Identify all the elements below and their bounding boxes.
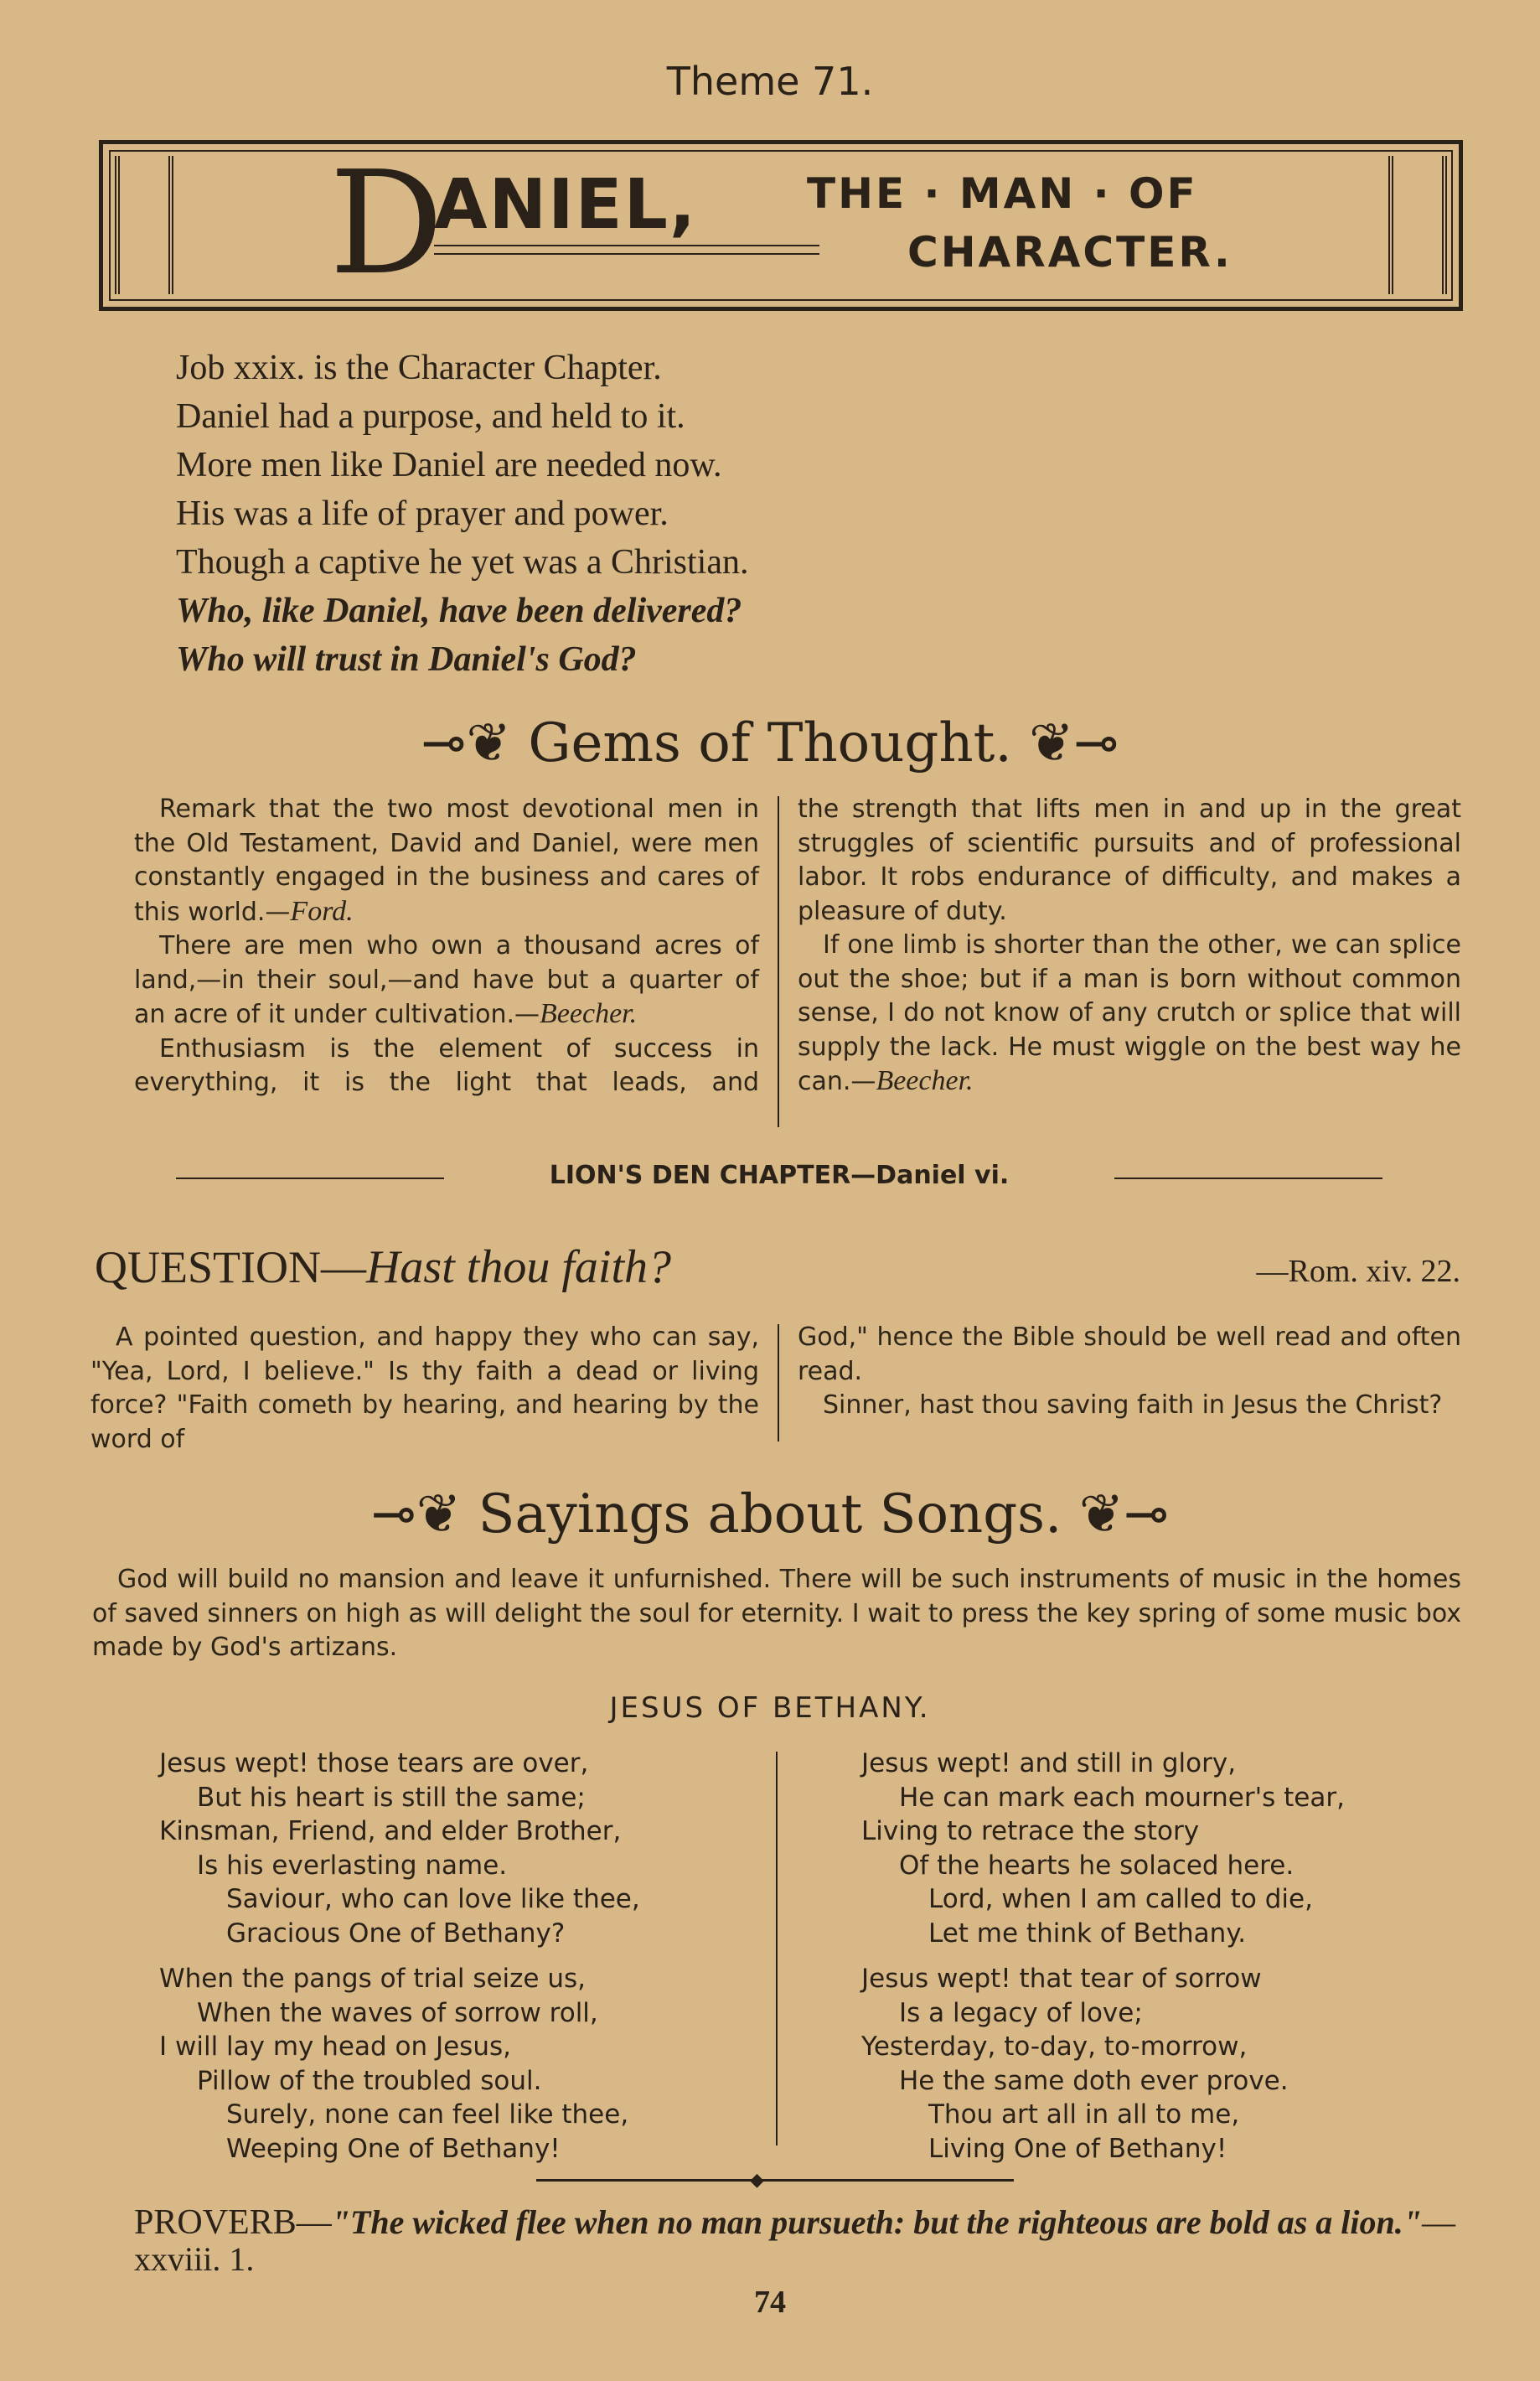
- gems-right-column: [798, 793, 1461, 1100]
- songs-heading: ⊸❦ Sayings about Songs. ❦⊸: [371, 1483, 1169, 1545]
- poem-left-column: [159, 1747, 640, 2166]
- intro-line: Daniel had a purpose, and held to it.: [176, 397, 685, 436]
- poem-line: Is his everlasting name.: [197, 1850, 508, 1881]
- lion-den-chapter: LION'S DEN CHAPTER—Daniel vi.: [549, 1161, 1010, 1190]
- poem-line: Living One of Bethany!: [928, 2133, 1227, 2164]
- gems-left-column: [134, 793, 759, 1100]
- ornamental-rule: [536, 2179, 1014, 2182]
- title-initial: D: [329, 141, 444, 307]
- songs-text: God will build no mansion and leave it unfurnished. There will be such instruments of music in the homes of saved sinners on high as will delight the soul for eternity. I wait to press the key spring of some music box made by God's artizans.: [92, 1565, 1461, 1662]
- question-reference: —Rom. xiv. 22.: [1256, 1254, 1460, 1289]
- question-left-column: [90, 1321, 759, 1457]
- question-body: God," hence the Bible should be well read and often read.: [798, 1322, 1461, 1386]
- lion-den-divider: [176, 1161, 1382, 1194]
- poem-line: He the same doth ever prove.: [899, 2065, 1289, 2096]
- songs-heading-text: Sayings about Songs.: [478, 1483, 1062, 1545]
- question-heading: [95, 1240, 671, 1294]
- poem-line: Saviour, who can love like thee,: [226, 1884, 640, 1914]
- gem-author: Beecher.: [876, 1065, 974, 1096]
- gem-text: Enthusiasm is the element of success in everything, it is the light that leads, and: [134, 1033, 759, 1097]
- gems-heading-text: Gems of Thought.: [528, 712, 1012, 774]
- diamond-ornament-icon: ◆: [750, 2169, 764, 2190]
- question-body: Sinner, hast thou saving faith in Jesus the Christ?: [823, 1390, 1443, 1420]
- poem-right-column: [861, 1747, 1345, 2166]
- intro-line: Who will trust in Daniel's God?: [176, 640, 637, 679]
- poem-line: Thou art all in all to me,: [928, 2099, 1240, 2130]
- column-divider: [778, 796, 779, 1127]
- question-body: A pointed question, and happy they who can say, "Yea, Lord, I believe." Is thy faith a dead or living force? "Faith cometh by hearing, and hearing by the word of: [90, 1322, 759, 1454]
- gem-text: There are men who own a thousand acres of land,—in their soul,—and have but a quarter of an acre of it under cultivation.—: [134, 931, 759, 1029]
- intro-line: Job xxix. is the Character Chapter.: [176, 349, 662, 387]
- title-banner: [99, 140, 1463, 311]
- poem-line: Kinsman, Friend, and elder Brother,: [159, 1816, 622, 1846]
- gem-author: Beecher.: [540, 998, 638, 1029]
- poem-line: I will lay my head on Jesus,: [159, 2032, 511, 2062]
- proverb-reference: —xxviii. 1.: [134, 2203, 1455, 2278]
- poem-line: But his heart is still the same;: [197, 1782, 586, 1813]
- question-label: QUESTION—: [95, 1242, 366, 1292]
- intro-line: His was a life of prayer and power.: [176, 494, 669, 533]
- page-number: 74: [754, 2285, 786, 2320]
- question-text: Hast thou faith?: [365, 1241, 672, 1293]
- proverb: [134, 2204, 1458, 2278]
- poem-line: Gracious One of Bethany?: [226, 1918, 566, 1949]
- poem-line: Lord, when I am called to die,: [928, 1884, 1313, 1914]
- intro-line: Though a captive he yet was a Christian.: [176, 543, 749, 582]
- poem-line: Jesus wept! and still in glory,: [861, 1748, 1237, 1778]
- proverb-label: PROVERB—: [134, 2203, 332, 2242]
- poem-line: Yesterday, to-day, to-morrow,: [861, 2032, 1248, 2062]
- gem-text: the strength that lifts men in and up in the great struggles of scientific pursuits and of professional labor. It robs endurance of difficulty, and makes a pleasure of duty.: [798, 795, 1461, 926]
- intro-line: More men like Daniel are needed now.: [176, 446, 722, 484]
- proverb-text: "The wicked flee when no man pursueth: but the righteous are bold as a lion.": [331, 2203, 1422, 2241]
- gems-heading: ⊸❦ Gems of Thought. ❦⊸: [421, 712, 1119, 774]
- poem-line: When the waves of sorrow roll,: [197, 1997, 598, 2028]
- ornament-left-icon: [115, 156, 173, 294]
- theme-number: Theme 71.: [666, 59, 874, 104]
- title-subtitle-2: CHARACTER.: [907, 228, 1233, 277]
- gem-author: Ford.: [290, 895, 354, 927]
- title-underline: [434, 245, 819, 255]
- poem-line: Of the hearts he solaced here.: [899, 1850, 1295, 1881]
- intro-lines: [176, 344, 748, 684]
- poem-line: Pillow of the troubled soul.: [197, 2065, 542, 2096]
- title-subtitle-1: THE · MAN · OF: [807, 169, 1198, 218]
- poem-line: Jesus wept! those tears are over,: [159, 1748, 589, 1778]
- column-divider: [778, 1324, 779, 1442]
- ornament-right-icon: [1388, 156, 1447, 294]
- intro-line: Who, like Daniel, have been delivered?: [176, 592, 742, 630]
- poem-line: Living to retrace the story: [861, 1816, 1200, 1846]
- poem-line: Jesus wept! that tear of sorrow: [861, 1964, 1262, 1994]
- poem-title: JESUS OF BETHANY.: [609, 1691, 931, 1725]
- column-divider: [776, 1752, 778, 2145]
- songs-paragraph: [92, 1563, 1461, 1665]
- poem-line: Weeping One of Bethany!: [226, 2133, 561, 2164]
- gem-text: Remark that the two most devotional men in the Old Testament, David and Daniel, were men constantly engaged in the business and cares of this world.—: [134, 795, 759, 927]
- poem-line: Let me think of Bethany.: [928, 1918, 1247, 1949]
- poem-line: When the pangs of trial seize us,: [159, 1964, 587, 1994]
- title-main: ANIEL,: [434, 165, 698, 245]
- poem-line: He can mark each mourner's tear,: [899, 1782, 1345, 1813]
- poem-line: Surely, none can feel like thee,: [226, 2099, 629, 2130]
- question-right-column: [798, 1321, 1461, 1423]
- poem-line: Is a legacy of love;: [899, 1997, 1143, 2028]
- gem-text: If one limb is shorter than the other, we can splice out the shoe; but if a man is born without common sense, I do not know of any crutch or splice that will supply the lack. He must wiggle on the best way he can.—: [798, 930, 1461, 1096]
